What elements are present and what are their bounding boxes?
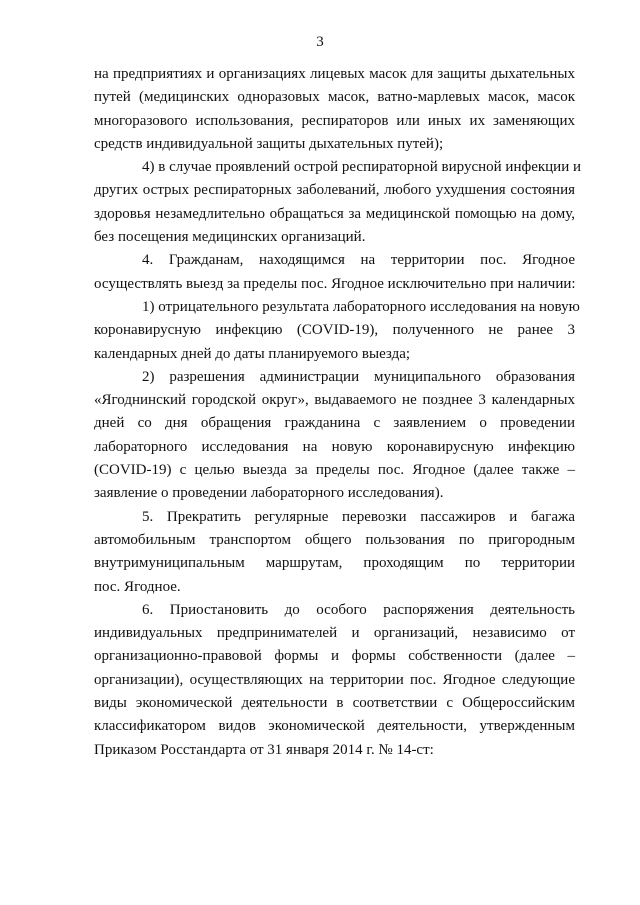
text-line: (COVID-19) с целью выезда за пределы пос. Ягодное (далее также – xyxy=(94,462,575,479)
text-line: здоровья незамедлительно обращаться за медицинской помощью на дому, xyxy=(94,205,575,222)
paragraph-masks xyxy=(94,63,575,156)
text-line: 4. Гражданам, находящимся на территории пос. Ягодное xyxy=(142,252,575,269)
paragraph-item-1-test-result xyxy=(94,296,580,366)
text-line: виды экономической деятельности в соответствии с Общероссийским xyxy=(94,695,575,712)
text-line: других острых респираторных заболеваний, любого ухудшения состояния xyxy=(94,182,575,199)
text-line: лабораторного исследования на новую коронавирусную инфекцию xyxy=(94,438,575,455)
page-number: 3 xyxy=(316,34,324,50)
text-line: 1) отрицательного результата лабораторного исследования на новую xyxy=(142,298,580,315)
text-line: классификатором видов экономической деятельности, утвержденным xyxy=(94,718,575,735)
text-line: внутримуниципальным маршрутам, проходящим по территории xyxy=(94,555,575,572)
text-line: организационно-правовой формы и формы собственности (далее – xyxy=(94,648,575,665)
text-line: пос. Ягодное. xyxy=(94,578,181,595)
text-line: 5. Прекратить регулярные перевозки пассажиров и багажа xyxy=(142,508,575,525)
paragraph-section-4 xyxy=(94,249,575,296)
document-body xyxy=(94,63,582,762)
text-line: многоразового использования, респираторов или иных их заменяющих xyxy=(94,112,575,129)
text-line: 6. Приостановить до особого распоряжения деятельность xyxy=(142,601,575,618)
text-line: средств индивидуальной защиты дыхательных путей); xyxy=(94,135,444,152)
text-line: Приказом Росстандарта от 31 января 2014 г. № 14-ст: xyxy=(94,741,434,758)
text-line: на предприятиях и организациях лицевых масок для защиты дыхательных xyxy=(94,66,575,82)
text-line: организации), осуществляющих на территории пос. Ягодное следующие xyxy=(94,671,575,688)
text-line: дней со дня обращения гражданина с заявлением о проведении xyxy=(94,415,575,432)
text-line: без посещения медицинских организаций. xyxy=(94,229,366,246)
paragraph-section-5 xyxy=(94,506,575,599)
text-line: осуществлять выезд за пределы пос. Ягодное исключительно при наличии: xyxy=(94,275,576,292)
text-line: «Ягоднинский городской округ», выдаваемого не позднее 3 календарных xyxy=(94,392,575,409)
text-line: индивидуальных предпринимателей и организаций, независимо от xyxy=(94,625,575,642)
text-line: 2) разрешения администрации муниципального образования xyxy=(142,368,575,385)
paragraph-item-2-permit xyxy=(94,366,575,506)
text-line: коронавирусную инфекцию (COVID-19), полученного не ранее 3 xyxy=(94,322,575,339)
paragraph-item-4-symptoms xyxy=(94,156,582,249)
text-line: 4) в случае проявлений острой респираторной вирусной инфекции и xyxy=(142,159,582,176)
text-line: автомобильным транспортом общего пользования по пригородным xyxy=(94,531,575,548)
text-line: заявление о проведении лабораторного исследования). xyxy=(94,485,444,502)
text-line: путей (медицинских одноразовых масок, ватно-марлевых масок, масок xyxy=(94,89,575,106)
text-line: календарных дней до даты планируемого выезда; xyxy=(94,345,411,362)
paragraph-section-6 xyxy=(94,599,575,762)
